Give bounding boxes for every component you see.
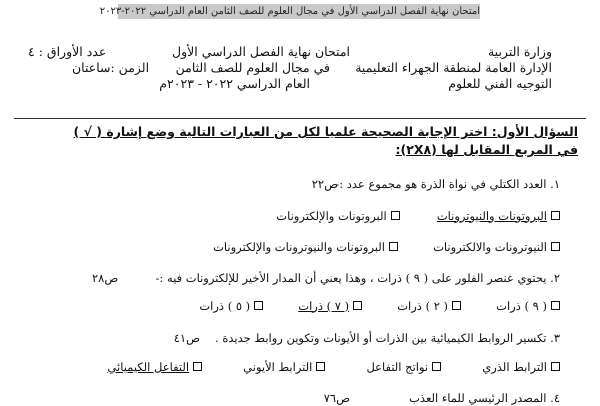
question-4-text: ٤. المصدر الرئيسي للماء العذب bbox=[409, 391, 560, 405]
question-2-page-ref: ص٢٨ bbox=[92, 271, 119, 285]
question-2-option-c[interactable]: ( ٧ ) ذرات bbox=[298, 299, 362, 313]
checkbox[interactable] bbox=[391, 211, 400, 220]
question-1-options-row1 bbox=[276, 205, 560, 224]
question-2-text: ٢. يحتوي عنصر الفلور على ( ٩ ) ذرات ، وهذا يعني أن المدار الأخير للإلكترونات فيه :- bbox=[155, 271, 560, 285]
question-2-options bbox=[199, 295, 560, 314]
header-exam-title: امتحان نهاية الفصل الدراسي الأول bbox=[172, 44, 350, 59]
header-subject: في مجال العلوم للصف الثامن bbox=[175, 60, 330, 75]
section1-title: السؤال الأول: اختر الإجابة الصحيحة علميا لكل من العبارات التالية وضع إشارة ( √ ) bbox=[73, 124, 578, 139]
section1-subtitle: في المربع المقابل لها (٢X٨): bbox=[395, 142, 578, 157]
question-1-option-c[interactable]: النيوترونات والالكترونات bbox=[433, 240, 560, 254]
header-time: الزمن :ساعتان bbox=[72, 60, 150, 75]
question-1-option-b[interactable]: البروتونات والإلكترونات bbox=[276, 209, 399, 223]
checkbox[interactable] bbox=[551, 301, 560, 310]
question-3-option-b[interactable]: نواتج التفاعل bbox=[366, 360, 441, 374]
question-3-text: ٣. تكسير الروابط الكيميائية بين الذرات أو الأيونات وتكوين روابط جديدة . bbox=[215, 331, 560, 345]
checkbox[interactable] bbox=[432, 362, 441, 371]
question-3-option-a[interactable]: الترابط الذري bbox=[482, 360, 560, 374]
checkbox[interactable] bbox=[389, 242, 398, 251]
checkbox[interactable] bbox=[254, 301, 263, 310]
question-1-text: ١. العدد الكتلي في نواة الذرة هو مجموع عدد :- bbox=[335, 177, 560, 191]
header-supervision: التوجيه الفني للعلوم bbox=[448, 76, 552, 91]
question-3-page-ref: ص٤١ bbox=[173, 331, 200, 345]
header-pages: عدد الأوراق : ٤ bbox=[28, 44, 107, 59]
question-2-option-b[interactable]: ( ٢ ) ذرات bbox=[397, 299, 461, 313]
question-2-option-d[interactable]: ( ٥ ) ذرات bbox=[199, 299, 263, 313]
checkbox[interactable] bbox=[551, 362, 560, 371]
checkbox[interactable] bbox=[551, 211, 560, 220]
header-district: الإدارة العامة لمنطقة الجهراء التعليمية bbox=[355, 60, 552, 75]
checkbox[interactable] bbox=[316, 362, 325, 371]
question-1-option-d[interactable]: البروتونات والنيوترونات والإلكترونات bbox=[213, 240, 398, 254]
checkbox[interactable] bbox=[452, 301, 461, 310]
header-year: العام الدراسي ٢٠٢٢ - ٢٠٢٣م bbox=[159, 76, 310, 91]
question-2-option-a[interactable]: ( ٩ ) ذرات bbox=[496, 299, 560, 313]
header-divider bbox=[14, 118, 586, 119]
checkbox[interactable] bbox=[551, 242, 560, 251]
checkbox[interactable] bbox=[193, 362, 202, 371]
header-ministry: وزارة التربية bbox=[487, 44, 552, 59]
question-1-option-a[interactable]: البروتونات والنيوترونات bbox=[437, 209, 560, 223]
checkbox[interactable] bbox=[353, 301, 362, 310]
question-3-option-c[interactable]: الترابط الأيوني bbox=[243, 360, 325, 374]
question-1-options-row2 bbox=[213, 236, 560, 255]
question-3-option-d[interactable]: التفاعل الكيميائي bbox=[107, 360, 202, 374]
question-4-page-ref: ص٧٦ bbox=[323, 391, 350, 405]
question-3-options bbox=[107, 356, 560, 375]
exam-banner: امتحان نهاية الفصل الدراسي الأول في مجال العلوم للصف الثامن العام الدراسي ٢٠٢٢-٢٠٢٣ bbox=[99, 6, 480, 17]
question-1-page-ref: ص٢٢ bbox=[311, 177, 338, 191]
